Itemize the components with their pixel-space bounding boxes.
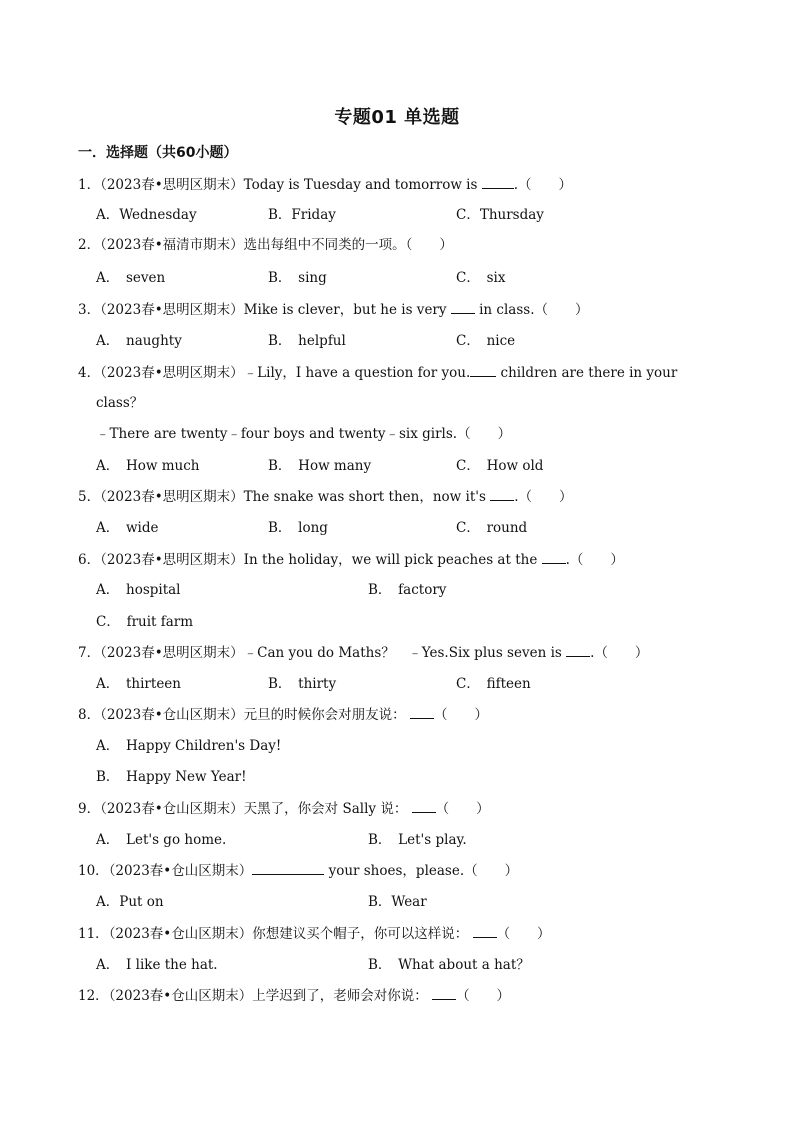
question-source: （2023春•福清市期末） [100, 237, 244, 253]
option-a: A．Put on [96, 894, 164, 910]
answer-blank [410, 704, 434, 719]
option-b: B． factory [368, 582, 447, 598]
question-source: （2023春•仓山区期末） [100, 707, 244, 723]
question-text: The snake was short then，now it's [243, 489, 486, 505]
question-text: In the holiday，we will pick peaches at the [243, 552, 538, 568]
question-4-dialogue: ﹣There are twenty﹣four boys and twenty﹣six girls.（ ） [96, 426, 512, 442]
question-text: 天黑了，你会对 Sally 说： [243, 801, 408, 817]
question-tail: children are there in your [500, 365, 678, 381]
question-1 [78, 174, 572, 195]
question-tail: .（ ） [514, 489, 573, 505]
question-number: 8． [78, 707, 101, 723]
option-b: B． Let's play. [368, 832, 467, 848]
question-4 [78, 362, 677, 383]
question-number: 4． [78, 365, 101, 381]
question-number: 10． [78, 863, 109, 879]
option-b: B． long [268, 520, 328, 536]
answer-blank [451, 299, 475, 314]
question-text: 元旦的时候你会对朋友说： [243, 707, 406, 723]
question-tail: in class.（ ） [479, 302, 589, 318]
question-tail: （ ） [435, 801, 490, 817]
option-b: B． What about a hat？ [368, 957, 530, 973]
option-a: A． wide [96, 520, 159, 536]
answer-blank [490, 486, 514, 501]
option-c: C． fruit farm [96, 614, 194, 630]
option-c: C．Thursday [456, 207, 544, 223]
question-7 [78, 642, 648, 663]
question-source: （2023春•思明区期末） [100, 365, 244, 381]
question-number: 6． [78, 552, 101, 568]
answer-blank [470, 362, 496, 377]
option-b: B．Wear [368, 894, 427, 910]
option-a: A． I like the hat. [96, 957, 218, 973]
option-a: A． hospital [96, 582, 181, 598]
question-source: （2023春•仓山区期末） [108, 926, 253, 942]
option-b: B． Happy New Year! [96, 769, 247, 785]
answer-blank [412, 798, 436, 813]
option-a: A． Happy Children's Day! [96, 738, 282, 754]
question-text: 选出每组中不同类的一项。（ ） [243, 237, 453, 253]
question-source: （2023春•仓山区期末） [100, 801, 244, 817]
question-number: 1． [78, 177, 101, 193]
question-5 [78, 486, 572, 507]
answer-blank [473, 923, 497, 938]
question-source: （2023春•思明区期末） [100, 489, 244, 505]
question-tail: .（ ） [513, 177, 573, 193]
option-a: A．Wednesday [96, 207, 197, 223]
question-tail: （ ） [456, 988, 511, 1004]
question-tail: .（ ） [590, 645, 649, 661]
question-source: （2023春•思明区期末） [100, 177, 244, 193]
question-number: 9． [78, 801, 101, 817]
question-12 [78, 985, 510, 1006]
option-a: A． thirteen [96, 676, 181, 692]
question-text: 上学迟到了，老师会对你说： [252, 988, 428, 1004]
question-8 [78, 704, 488, 725]
question-tail: .（ ） [565, 552, 624, 568]
option-b: B．Friday [268, 207, 336, 223]
question-text: 你想建议买个帽子，你可以这样说： [252, 926, 469, 942]
question-source: （2023春•仓山区期末） [108, 863, 253, 879]
question-number: 7． [78, 645, 101, 661]
question-text: Mike is clever，but he is very [243, 302, 447, 318]
question-source: （2023春•思明区期末） [100, 552, 244, 568]
question-text: Today is Tuesday and tomorrow is [243, 177, 478, 193]
question-source: （2023春•思明区期末） [100, 645, 244, 661]
question-number: 5． [78, 489, 101, 505]
option-a: A． Let's go home. [96, 832, 227, 848]
option-a: A． seven [96, 270, 166, 286]
option-c: C． round [456, 520, 528, 536]
question-number: 2． [78, 237, 101, 253]
question-11 [78, 923, 551, 944]
option-b: B． How many [268, 458, 372, 474]
question-tail: （ ） [433, 707, 488, 723]
question-3 [78, 299, 589, 320]
section-heading: 一．选择题（共60小题） [78, 145, 238, 161]
answer-blank [432, 985, 456, 1000]
option-b: B． thirty [268, 676, 337, 692]
question-tail: （ ） [496, 926, 551, 942]
question-tail: your shoes，please.（ ） [328, 863, 519, 879]
question-6 [78, 549, 624, 570]
option-c: C． How old [456, 458, 544, 474]
question-number: 11． [78, 926, 109, 942]
question-4-continuation: class？ [96, 395, 144, 411]
option-b: B． helpful [268, 333, 346, 349]
answer-blank [482, 174, 514, 189]
question-number: 3． [78, 302, 101, 318]
question-9 [78, 798, 490, 819]
answer-blank [252, 860, 324, 875]
question-text: ﹣Lily，I have a question for you. [243, 365, 471, 381]
question-text: ﹣Can you do Maths？ ﹣Yes.Six plus seven is [243, 645, 562, 661]
question-source: （2023春•思明区期末） [100, 302, 244, 318]
option-c: C． nice [456, 333, 516, 349]
question-source: （2023春•仓山区期末） [108, 988, 253, 1004]
page-title: 专题01 单选题 [334, 107, 460, 128]
option-b: B． sing [268, 270, 327, 286]
option-a: A． How much [96, 458, 200, 474]
option-c: C． fifteen [456, 676, 531, 692]
answer-blank [566, 642, 590, 657]
question-2 [78, 235, 453, 255]
option-c: C． six [456, 270, 506, 286]
answer-blank [542, 549, 566, 564]
question-number: 12． [78, 988, 109, 1004]
option-a: A． naughty [96, 333, 182, 349]
question-10 [78, 860, 518, 881]
